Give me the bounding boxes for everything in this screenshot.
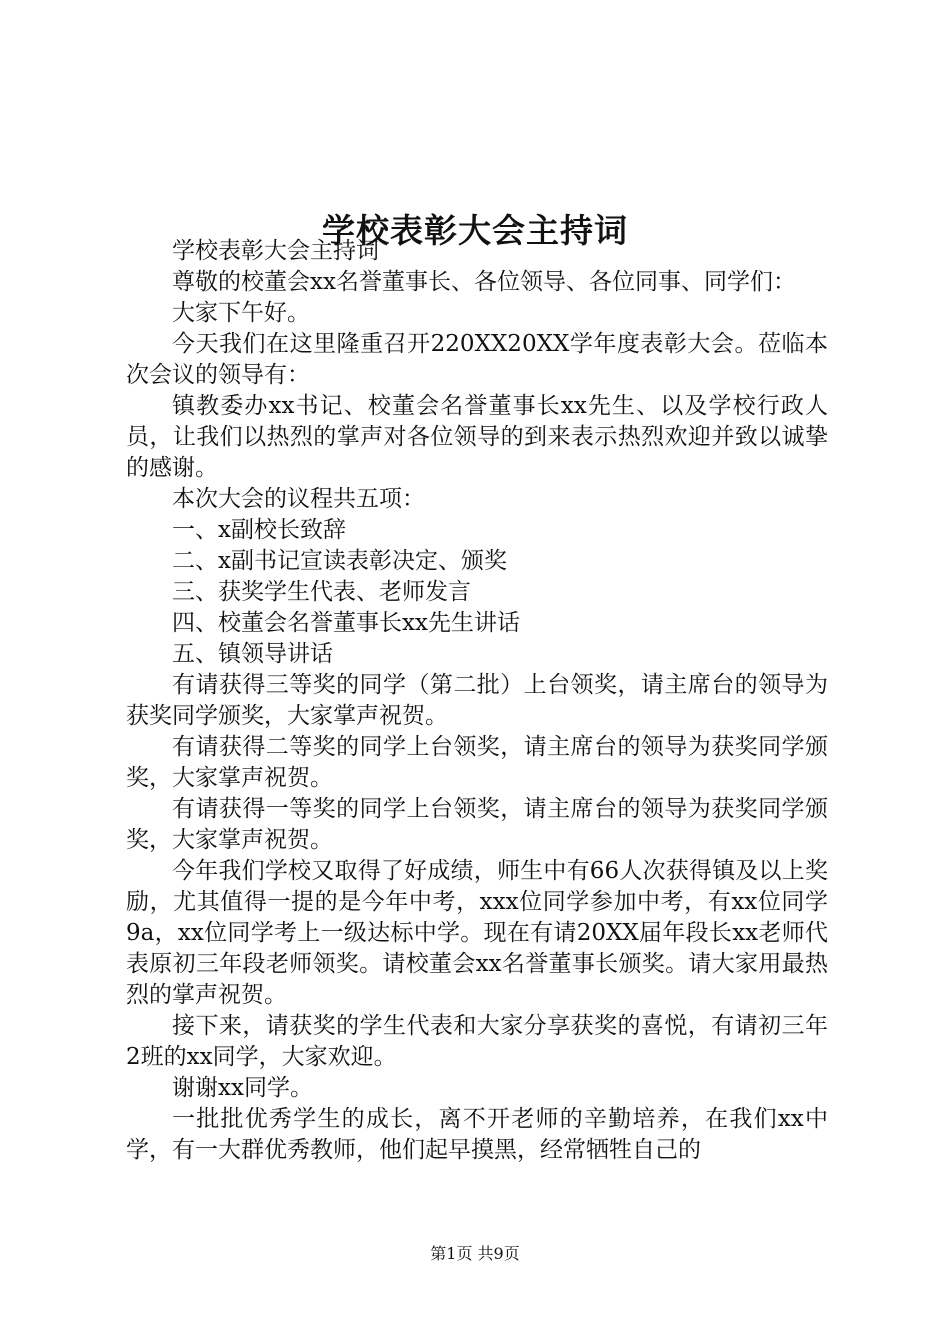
paragraph: 学校表彰大会主持词: [172, 238, 379, 264]
paragraph: 今年我们学校又取得了好成绩，师生中有66人次获得镇及以上奖励，尤其值得一提的是今年中考，xxx位同学参加中考，有xx位同学9a，xx位同学考上一级达标中学。现在有请20XX届年段长xx老师代表原初三年段老师领奖。请校董会xx名誉董事长颁奖。请大家用最热烈的掌声祝贺。: [126, 858, 828, 1008]
agenda-item: 三、获奖学生代表、老师发言: [172, 579, 471, 605]
paragraph: 镇教委办xx书记、校董会名誉董事长xx先生、以及学校行政人员，让我们以热烈的掌声对各位领导的到来表示热烈欢迎并致以诚挚的感谢。: [126, 393, 828, 481]
agenda-item: 五、镇领导讲话: [172, 641, 333, 667]
paragraph: 尊敬的校董会xx名誉董事长、各位领导、各位同事、同学们：: [172, 269, 796, 295]
paragraph: 谢谢xx同学。: [172, 1075, 313, 1101]
agenda-item: 四、校董会名誉董事长xx先生讲话: [172, 610, 520, 636]
page-footer: 第1页 共9页: [430, 1244, 520, 1263]
document-title: 学校表彰大会主持词: [322, 211, 628, 251]
paragraph: 有请获得二等奖的同学上台领奖，请主席台的领导为获奖同学颁奖，大家掌声祝贺。: [126, 734, 828, 791]
document-body: [126, 236, 828, 1166]
paragraph: 有请获得三等奖的同学（第二批）上台领奖，请主席台的领导为获奖同学颁奖，大家掌声祝贺。: [126, 672, 828, 729]
paragraph: 有请获得一等奖的同学上台领奖，请主席台的领导为获奖同学颁奖，大家掌声祝贺。: [126, 796, 828, 853]
agenda-item: 一、x副校长致辞: [172, 517, 346, 543]
paragraph: 一批批优秀学生的成长，离不开老师的辛勤培养，在我们xx中学，有一大群优秀教师，他们起早摸黑，经常牺牲自己的: [126, 1106, 828, 1163]
paragraph: 接下来，请获奖的学生代表和大家分享获奖的喜悦，有请初三年2班的xx同学，大家欢迎。: [126, 1013, 828, 1070]
paragraph: 本次大会的议程共五项：: [172, 486, 425, 512]
agenda-item: 二、x副书记宣读表彰决定、颁奖: [172, 548, 507, 574]
paragraph: 今天我们在这里隆重召开220XX20XX学年度表彰大会。莅临本次会议的领导有：: [126, 331, 828, 388]
paragraph: 大家下午好。: [172, 300, 310, 326]
